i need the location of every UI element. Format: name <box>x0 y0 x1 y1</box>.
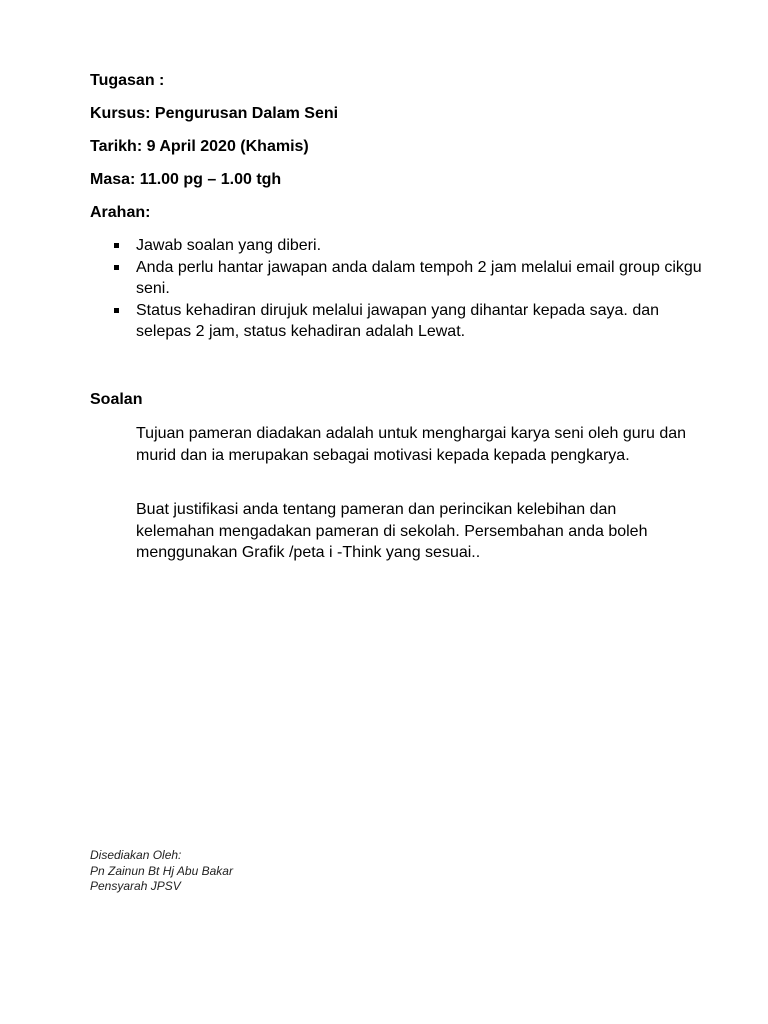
list-item <box>110 257 710 300</box>
preparer-position: Pensyarah JPSV <box>90 879 181 893</box>
prepared-by-block <box>90 848 233 895</box>
instruction-text: Jawab soalan yang diberi. <box>136 237 322 254</box>
list-item <box>110 300 710 343</box>
instructions-list <box>110 235 710 343</box>
instructions-heading: Arahan: <box>90 204 151 221</box>
square-bullet-icon <box>114 308 119 313</box>
question-heading: Soalan <box>90 391 143 408</box>
square-bullet-icon <box>114 243 119 248</box>
list-item <box>110 235 710 257</box>
course-line: Kursus: Pengurusan Dalam Seni <box>90 105 339 122</box>
instruction-text: Anda perlu hantar jawapan anda dalam tempoh 2 jam melalui email group cikgu seni. <box>136 258 702 297</box>
square-bullet-icon <box>114 265 119 270</box>
date-line: Tarikh: 9 April 2020 (Khamis) <box>90 138 309 155</box>
question-paragraph-1: Tujuan pameran diadakan adalah untuk menghargai karya seni oleh guru dan murid dan ia merupakan sebagai motivasi kepada kepada pengkarya. <box>136 425 695 464</box>
time-line: Masa: 11.00 pg – 1.00 tgh <box>90 171 282 188</box>
preparer-name: Pn Zainun Bt Hj Abu Bakar <box>90 863 233 878</box>
instruction-text: Status kehadiran dirujuk melalui jawapan yang dihantar kepada saya. dan selepas 2 jam, status kehadiran adalah Lewat. <box>136 301 660 340</box>
assignment-title: Tugasan : <box>90 72 165 89</box>
question-paragraph-2: Buat justifikasi anda tentang pameran dan perincikan kelebihan dan kelemahan mengadakan pameran di sekolah. Persembahan anda boleh menggunakan Grafik /peta i -Think yang sesuai.. <box>136 501 652 561</box>
prepared-by-label: Disediakan Oleh: <box>90 848 182 862</box>
